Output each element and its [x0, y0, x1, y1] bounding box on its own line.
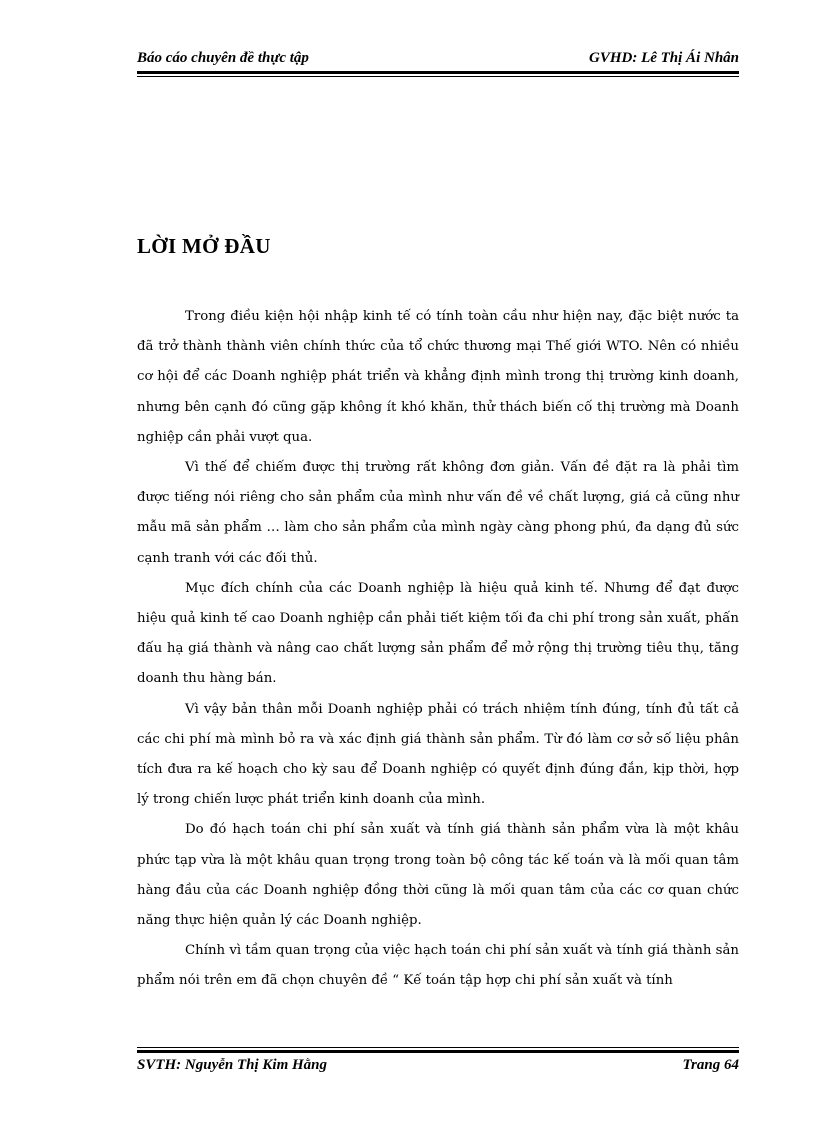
- page-footer: [137, 1057, 739, 1077]
- paragraph: Vì vậy bản thân mỗi Doanh nghiệp phải có trách nhiệm tính đúng, tính đủ tất cả các chi phí mà mình bỏ ra và xác định giá thành sản phẩm. Từ đó làm cơ sở số liệu phân tích đưa ra kế hoạch cho kỳ sau để Doanh nghiệp có quyết định đúng đắn, kịp thời, hợp lý trong chiến lược phát triển kinh doanh của mình.: [137, 701, 739, 808]
- paragraph: Do đó hạch toán chi phí sản xuất và tính giá thành sản phẩm vừa là một khâu phức tạp vừa là một khâu quan trọng trong toàn bộ công tác kế toán và là mối quan tâm hàng đầu của các Doanh nghiệp đồng thời cũng là mối quan tâm của các cơ quan chức năng thực hiện quản lý các Doanh nghiệp.: [137, 822, 739, 929]
- paragraph: Chính vì tầm quan trọng của việc hạch toán chi phí sản xuất và tính giá thành sản phẩm nói trên em đã chọn chuyên đề “ Kế toán tập hợp chi phí sản xuất và tính: [137, 943, 739, 989]
- paragraph: Vì thế để chiếm được thị trường rất không đơn giản. Vấn đề đặt ra là phải tìm được tiếng nói riêng cho sản phẩm của mình như vấn đề về chất lượng, giá cả cũng như mẫu mã sản phẩm … làm cho sản phẩm của mình ngày càng phong phú, đa dạng đủ sức cạnh tranh với các đối thủ.: [137, 460, 739, 566]
- paragraph: Trong điều kiện hội nhập kinh tế có tính toàn cầu như hiện nay, đặc biệt nước ta đã trở thành thành viên chính thức của tổ chức thương mại Thế giới WTO. Nên có nhiều cơ hội để các Doanh nghiệp phát triển và khẳng định mình trong thị trường kinh doanh, nhưng bên cạnh đó cũng gặp không ít khó khăn, thử thách biến cố thị trường mà Doanh nghiệp cần phải vượt qua.: [137, 309, 739, 445]
- footer-student: SVTH: Nguyễn Thị Kim Hằng: [137, 1057, 328, 1073]
- header-report-title: Báo cáo chuyên đề thực tập: [137, 50, 309, 66]
- header-supervisor: GVHD: Lê Thị Ái Nhân: [588, 50, 739, 66]
- footer-divider: [137, 1047, 739, 1053]
- body-text: [137, 302, 739, 997]
- section-title: LỜI MỞ ĐẦU: [137, 234, 271, 258]
- page-header: [137, 50, 739, 70]
- header-divider: [137, 71, 739, 77]
- page-number: Trang 64: [682, 1057, 739, 1073]
- paragraph: Mục đích chính của các Doanh nghiệp là hiệu quả kinh tế. Nhưng để đạt được hiệu quả kinh tế cao Doanh nghiệp cần phải tiết kiệm tối đa chi phí trong sản xuất, phấn đấu hạ giá thành và nâng cao chất lượng sản phẩm để mở rộng thị trường tiêu thụ, tăng doanh thu hàng bán.: [137, 580, 739, 687]
